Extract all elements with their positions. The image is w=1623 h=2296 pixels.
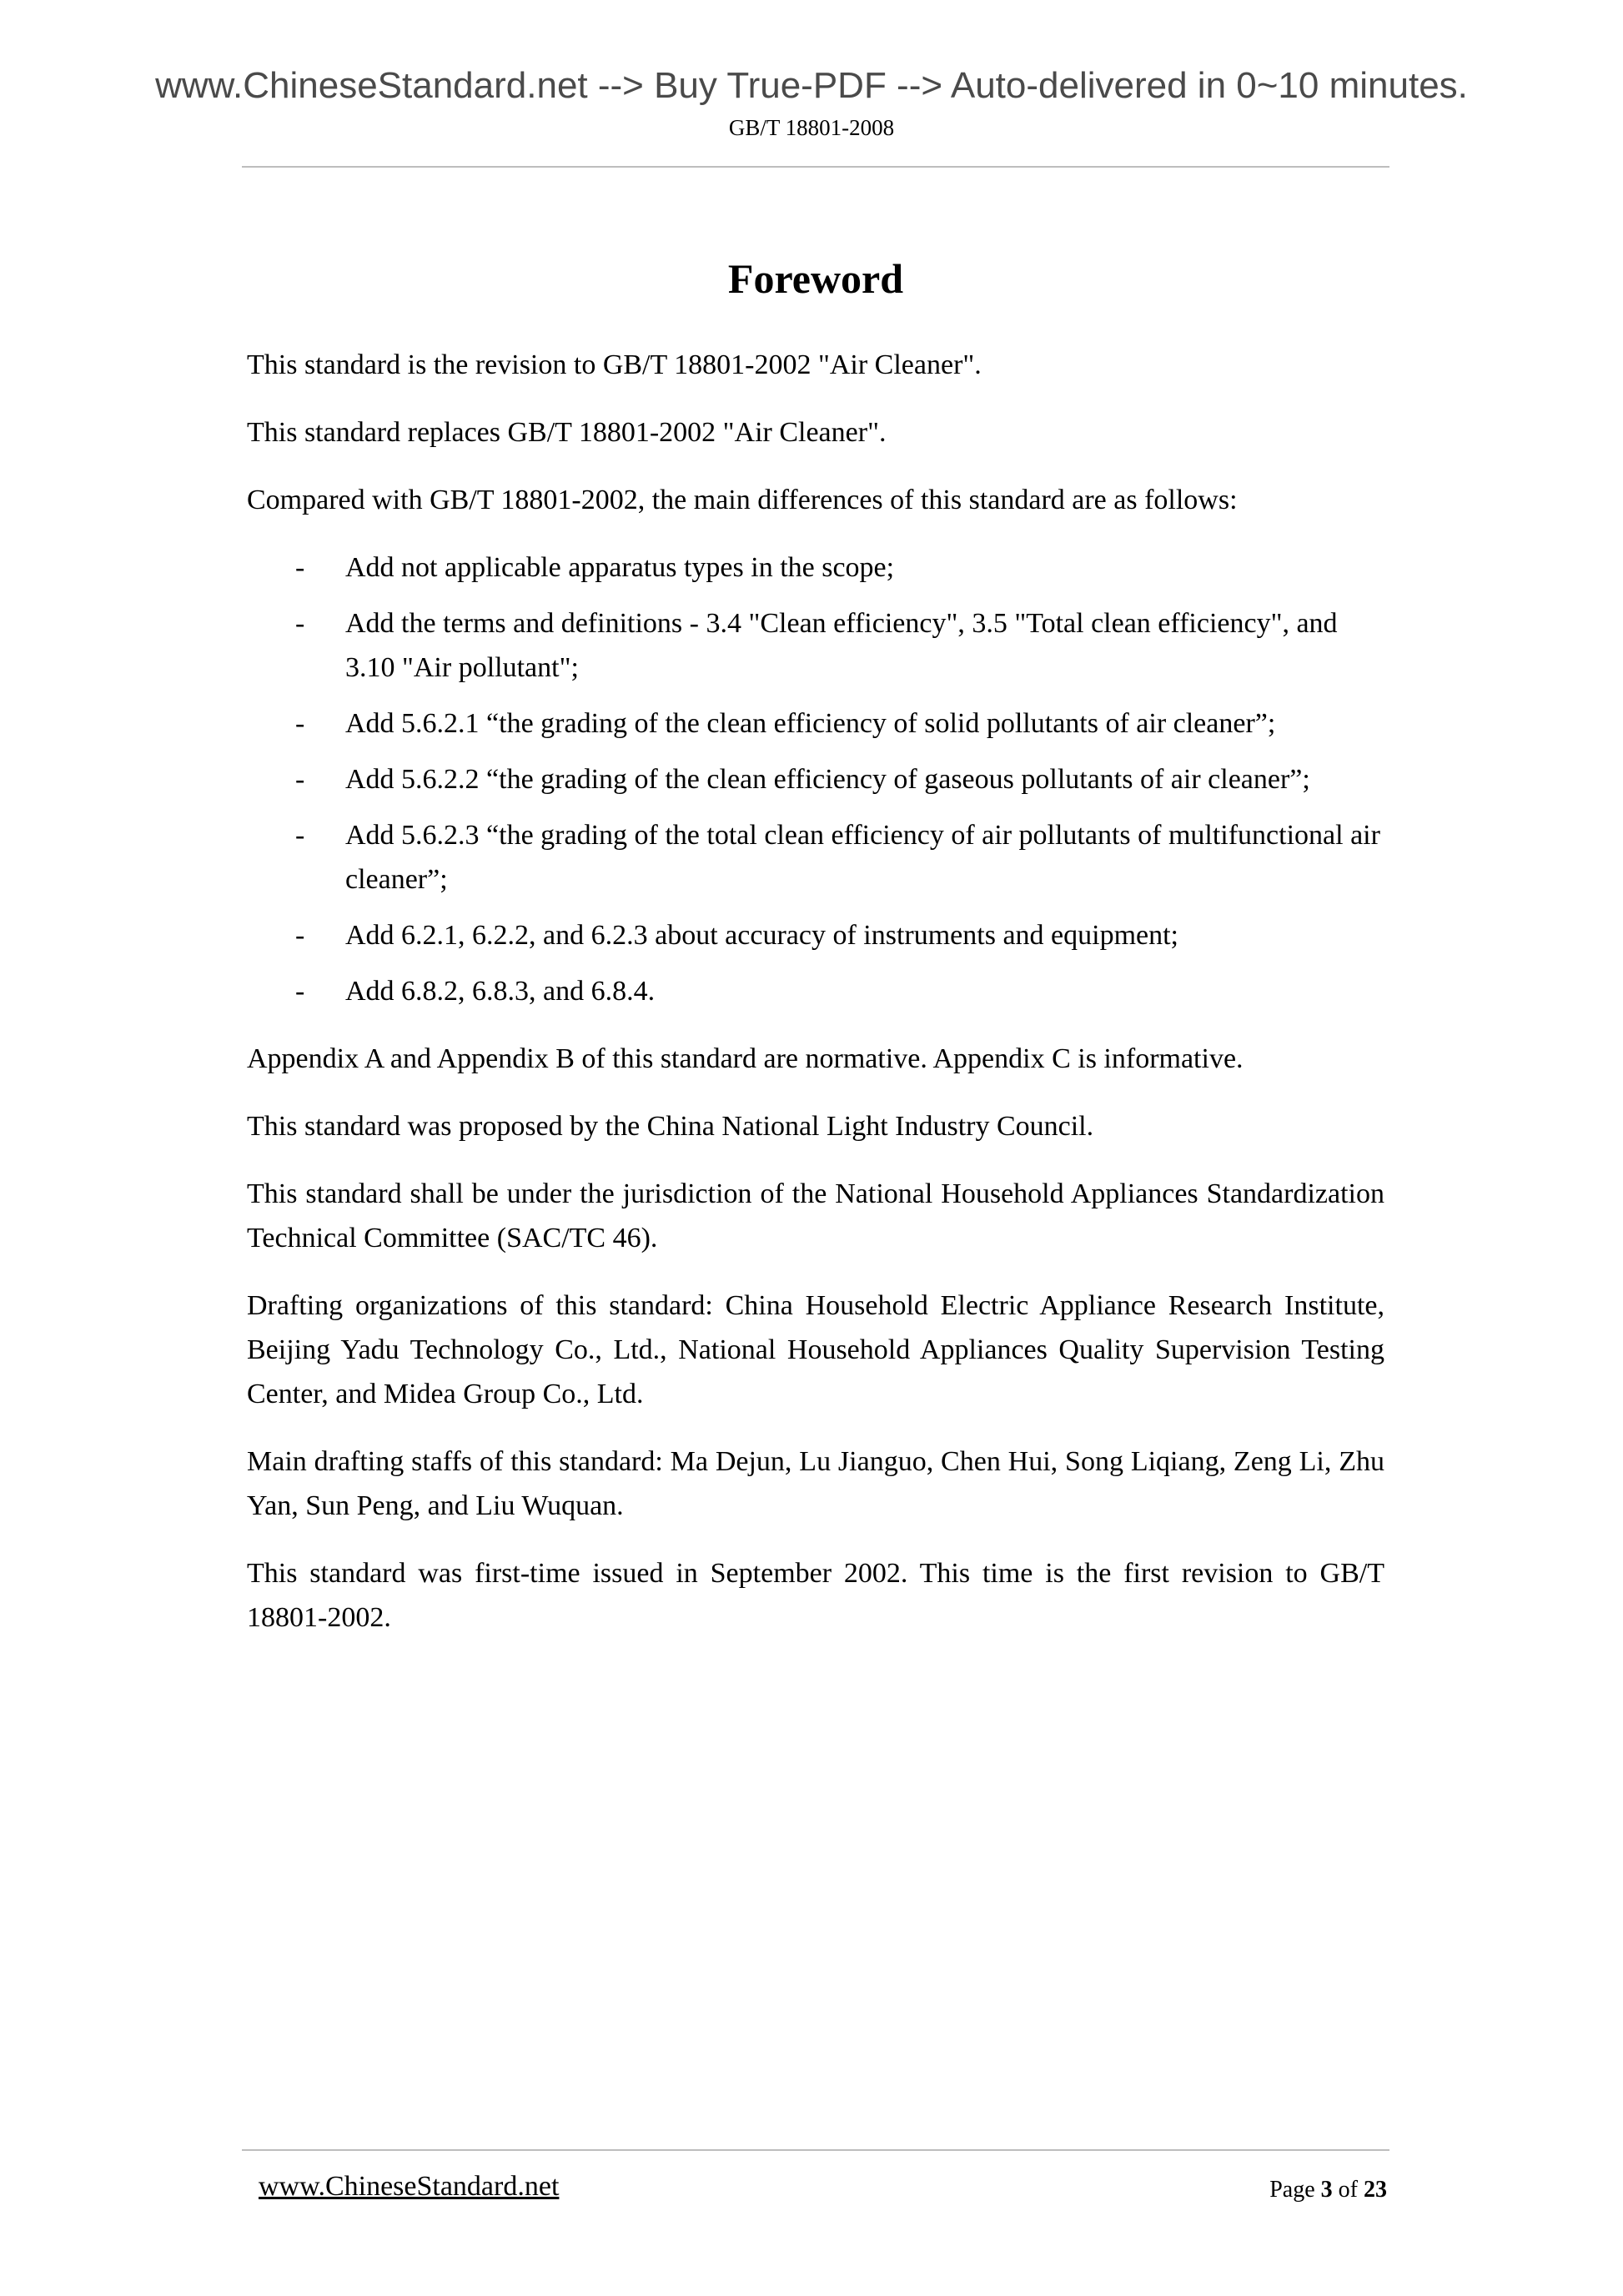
list-item-text: Add the terms and definitions - 3.4 "Clean efficiency", 3.5 "Total clean efficiency", and 3.10 "Air pollutant"; — [345, 608, 1338, 683]
body-paragraph: Appendix A and Appendix B of this standard are normative. Appendix C is informative. — [247, 1043, 1244, 1074]
page-number — [1269, 2177, 1387, 2203]
list-item-text: Add 5.6.2.3 “the grading of the total clean efficiency of air pollutants of multifunctional air cleaner”; — [345, 820, 1380, 895]
list-item — [247, 969, 1384, 1013]
list-item — [247, 913, 1384, 957]
list-bullet: - — [295, 976, 305, 1007]
page-current: 3 — [1320, 2177, 1333, 2203]
list-item — [247, 757, 1384, 801]
page-of: of — [1338, 2177, 1358, 2203]
header-divider — [242, 166, 1389, 168]
list-bullet: - — [295, 820, 305, 851]
list-bullet: - — [295, 920, 305, 951]
list-item-text: Add not applicable apparatus types in the scope; — [345, 552, 895, 583]
list-item — [247, 601, 1384, 690]
site-banner: www.ChineseStandard.net --> Buy True-PDF --> Auto-delivered in 0~10 minutes. — [155, 65, 1468, 106]
footer-site-link[interactable]: www.ChineseStandard.net — [259, 2171, 560, 2202]
body-paragraph: Drafting organizations of this standard: China Household Electric Appliance Research Institute, Beijing Yadu Technology Co., Ltd., National Household Appliances Quality Supervision Testing Center, and Midea Group Co., Ltd. — [247, 1290, 1384, 1409]
list-bullet: - — [295, 708, 305, 739]
body-paragraph: Main drafting staffs of this standard: Ma Dejun, Lu Jianguo, Chen Hui, Song Liqiang, Zeng Li, Zhu Yan, Sun Peng, and Liu Wuquan. — [247, 1446, 1384, 1521]
list-item-text: Add 5.6.2.2 “the grading of the clean efficiency of gaseous pollutants of air cleaner”; — [345, 764, 1310, 795]
body-paragraph: This standard shall be under the jurisdiction of the National Household Appliances Standardization Technical Committee (SAC/TC 46). — [247, 1178, 1384, 1254]
intro-paragraph: This standard is the revision to GB/T 18801-2002 "Air Cleaner". — [247, 349, 982, 380]
list-item-text: Add 5.6.2.1 “the grading of the clean efficiency of solid pollutants of air cleaner”; — [345, 708, 1276, 739]
list-bullet: - — [295, 608, 305, 639]
page-label: Page — [1269, 2177, 1315, 2203]
list-item-text: Add 6.8.2, 6.8.3, and 6.8.4. — [345, 976, 656, 1007]
list-item — [247, 813, 1384, 902]
differences-list — [247, 545, 1384, 1013]
document-body — [247, 242, 1384, 1663]
body-paragraph: This standard was first-time issued in September 2002. This time is the first revision to GB/T 18801-2002. — [247, 1558, 1384, 1633]
list-item — [247, 545, 1384, 590]
page-total: 23 — [1364, 2177, 1387, 2203]
list-bullet: - — [295, 552, 305, 583]
footer-divider — [242, 2149, 1389, 2151]
list-item-text: Add 6.2.1, 6.2.2, and 6.2.3 about accuracy of instruments and equipment; — [345, 920, 1178, 951]
body-paragraph: This standard was proposed by the China National Light Industry Council. — [247, 1111, 1094, 1142]
intro-paragraph: Compared with GB/T 18801-2002, the main differences of this standard are as follows: — [247, 485, 1238, 515]
list-bullet: - — [295, 764, 305, 795]
page-title: Foreword — [727, 255, 904, 302]
intro-paragraph: This standard replaces GB/T 18801-2002 "Air Cleaner". — [247, 417, 887, 448]
list-item — [247, 701, 1384, 746]
standard-code: GB/T 18801-2008 — [728, 115, 895, 140]
